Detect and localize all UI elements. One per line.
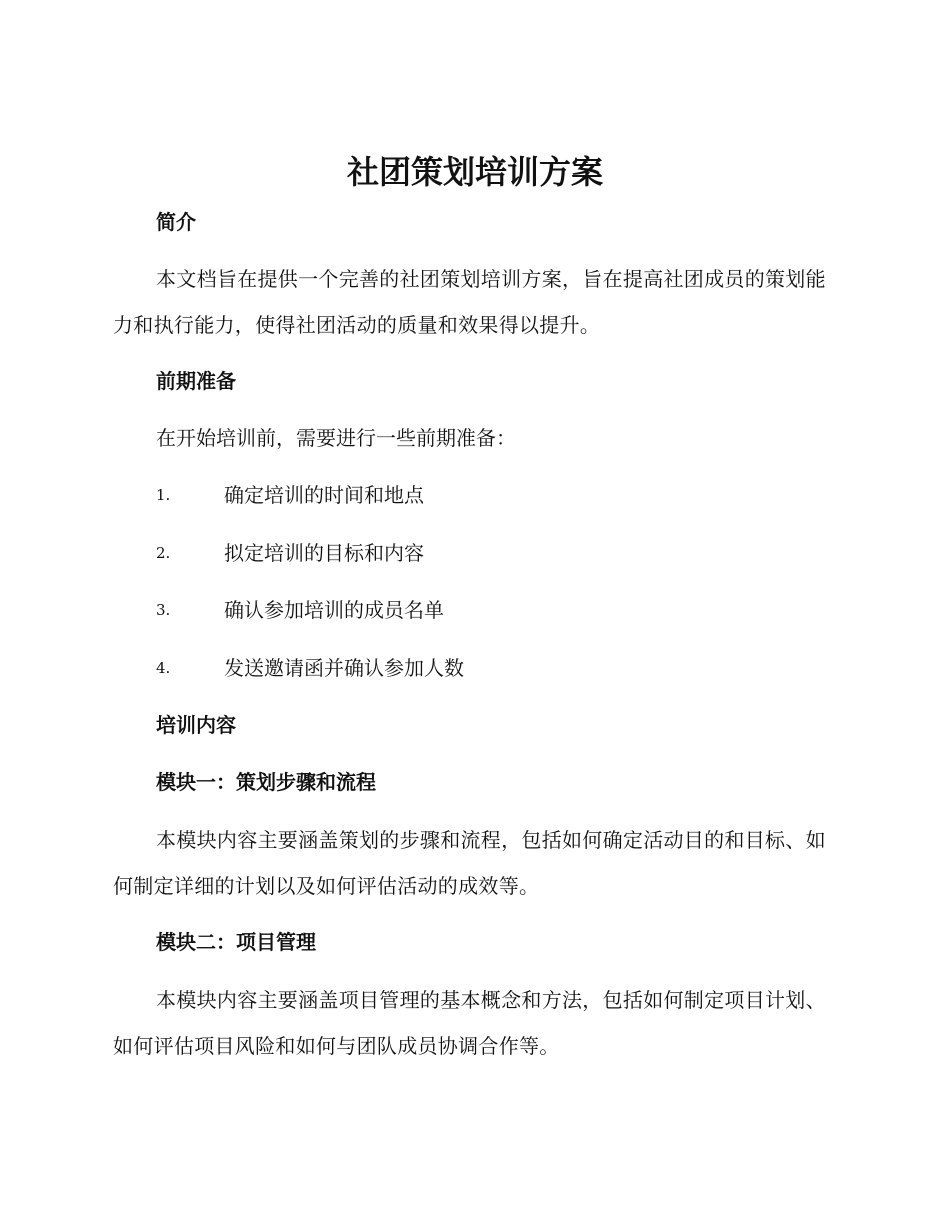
module1-paragraph: 本模块内容主要涵盖策划的步骤和流程，包括如何确定活动目的和目标、如何制定详细的计划以及如何评估活动的成效等。 — [113, 828, 826, 898]
prep-list-item-2 — [156, 539, 856, 567]
list-item-text: 确定培训的时间和地点 — [224, 483, 424, 507]
section-heading-prep: 前期准备 — [156, 369, 236, 393]
list-number: 4. — [156, 659, 171, 677]
document-title: 社团策划培训方案 — [346, 153, 603, 191]
module2-paragraph: 本模块内容主要涵盖项目管理的基本概念和方法，包括如何制定项目计划、如何评估项目风险和如何与团队成员协调合作等。 — [113, 988, 826, 1058]
module1-heading: 模块一：策划步骤和流程 — [156, 770, 376, 794]
intro-paragraph: 本文档旨在提供一个完善的社团策划培训方案，旨在提高社团成员的策划能力和执行能力，使得社团活动的质量和效果得以提升。 — [113, 267, 826, 337]
list-item-text: 确认参加培训的成员名单 — [224, 598, 444, 622]
prep-list-item-3 — [156, 596, 856, 624]
list-number: 3. — [156, 601, 171, 619]
prep-lead-text: 在开始培训前，需要进行一些前期准备： — [156, 426, 516, 450]
list-item-text: 发送邀请函并确认参加人数 — [224, 656, 464, 680]
module2-heading: 模块二：项目管理 — [156, 930, 316, 954]
list-item-text: 拟定培训的目标和内容 — [224, 541, 424, 565]
section-heading-content: 培训内容 — [156, 713, 236, 737]
list-number: 1. — [156, 486, 171, 504]
prep-list-item-1 — [156, 481, 856, 509]
section-heading-intro: 简介 — [156, 210, 196, 234]
prep-list-item-4 — [156, 654, 856, 682]
list-number: 2. — [156, 544, 171, 562]
